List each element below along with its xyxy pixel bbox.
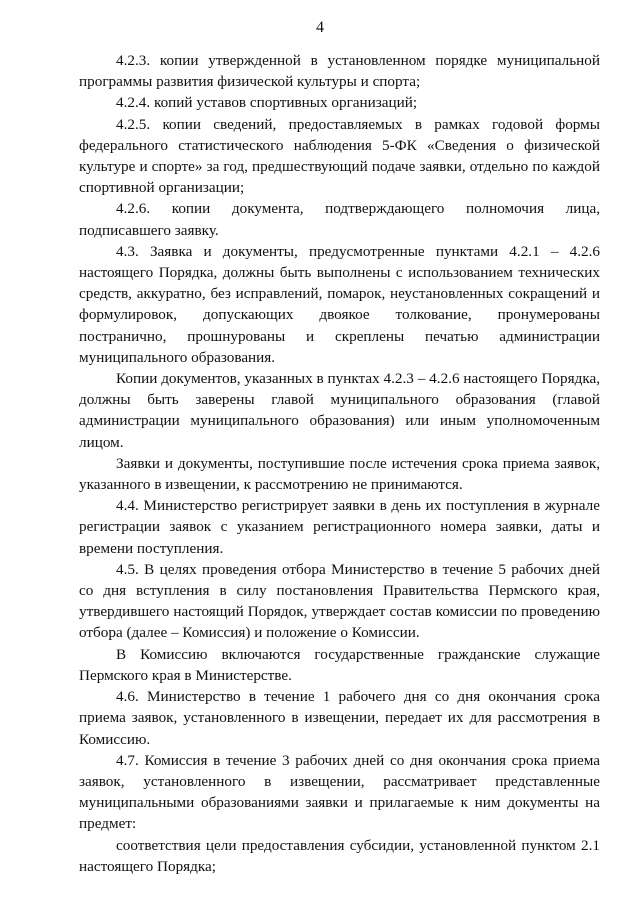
paragraph-compliance-criterion: соответствия цели предоставления субсидии, установленной пунктом 2.1 настоящего Порядка; <box>79 836 600 875</box>
paragraph-commission-members: В Комиссию включаются государственные гражданские служащие Пермского края в Министерстве. <box>79 645 600 684</box>
paragraph-4-2-3: 4.2.3. копии утвержденной в установленном порядке муниципальной программы развития физической культуры и спорта; <box>79 52 600 91</box>
paragraph-4-3: 4.3. Заявка и документы, предусмотренные пунктами 4.2.1 – 4.2.6 настоящего Порядка, должны быть выполнены с использованием технических средств, аккуратно, без исправлений, помарок, неустановленных сокращений и формулировок, допускающих двоякое толкование, пронумерованы постранично, прошнурованы и скреплены печатью администрации муниципального образования. <box>79 242 600 366</box>
page-number: 4 <box>316 19 324 36</box>
paragraph-4-4: 4.4. Министерство регистрирует заявки в день их поступления в журнале регистрации заявок с указанием регистрационного номера заявки, даты и времени поступления. <box>79 497 600 557</box>
document-body <box>79 50 600 877</box>
paragraph-4-6: 4.6. Министерство в течение 1 рабочего дня со дня окончания срока приема заявок, установленного в извещении, передает их для рассмотрения в Комиссию. <box>79 688 600 748</box>
paragraph-4-2-5: 4.2.5. копии сведений, предоставляемых в рамках годовой формы федерального статистического наблюдения 5-ФК «Сведения о физической культуре и спорте» за год, предшествующий подаче заявки, отдельно по каждой спортивной организации; <box>79 115 600 197</box>
paragraph-late-applications: Заявки и документы, поступившие после истечения срока приема заявок, указанного в извещении, к рассмотрению не принимаются. <box>79 454 600 494</box>
paragraph-4-7: 4.7. Комиссия в течение 3 рабочих дней со дня окончания срока приема заявок, установленного в извещении, рассматривает представленные муниципальными образованиями заявки и прилагаемые к ним документы на предмет: <box>79 751 600 833</box>
paragraph-4-5: 4.5. В целях проведения отбора Министерство в течение 5 рабочих дней со дня вступления в силу постановления Правительства Пермского края, утвердившего настоящий Порядок, утверждает состав комиссии по проведению отбора (далее – Комиссия) и положение о Комиссии. <box>79 560 600 642</box>
paragraph-4-2-4: 4.2.4. копий уставов спортивных организаций; <box>116 94 418 112</box>
paragraph-copies-certification: Копии документов, указанных в пунктах 4.2.3 – 4.2.6 настоящего Порядка, должны быть заверены главой муниципального образования (главой администрации муниципального образования) или иным уполномоченным лицом. <box>79 370 600 451</box>
paragraph-4-2-6: 4.2.6. копии документа, подтверждающего полномочия лица, подписавшего заявку. <box>79 200 600 239</box>
